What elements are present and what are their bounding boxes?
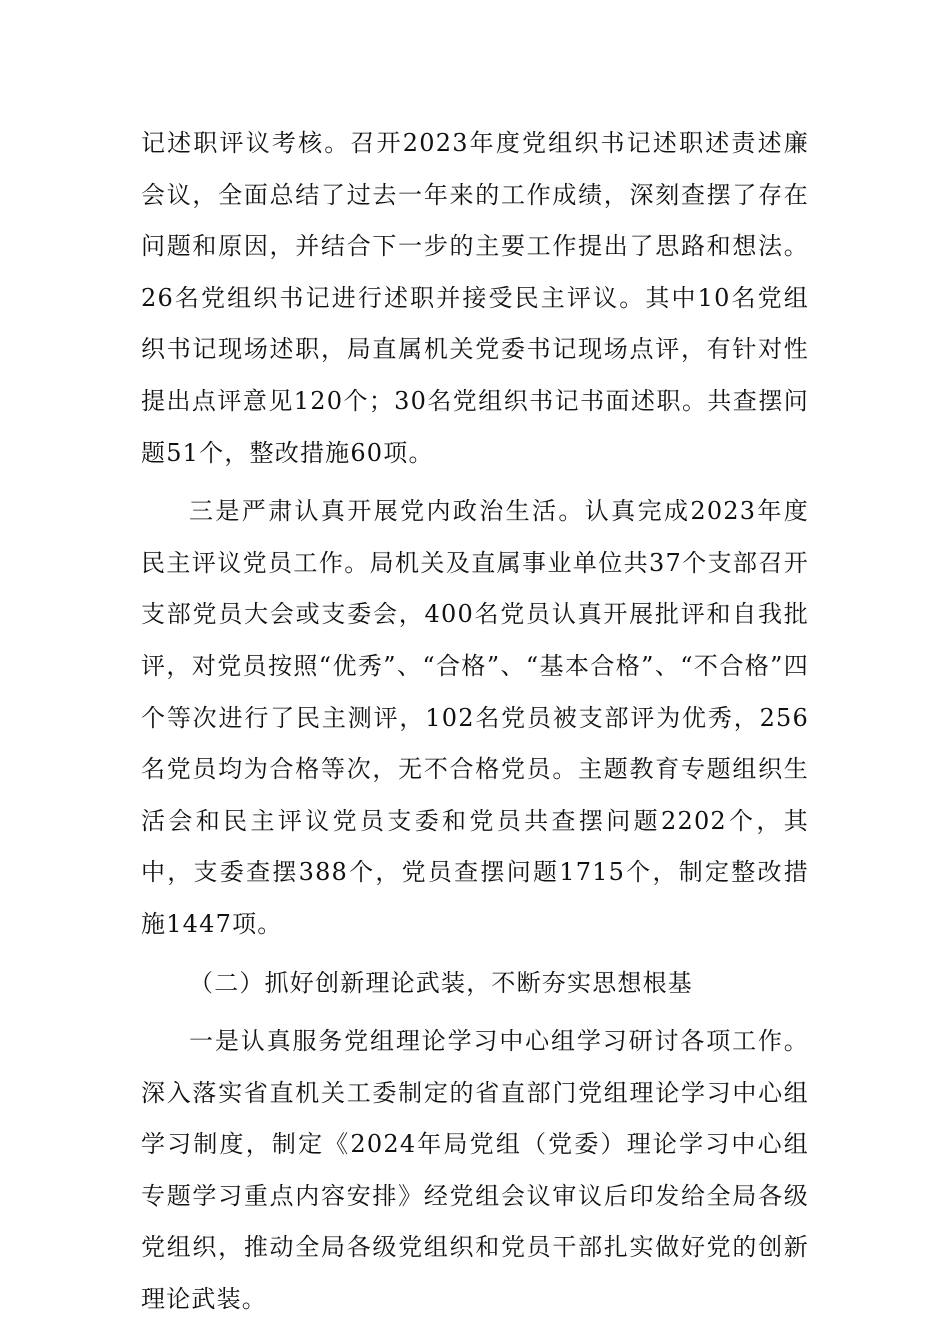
paragraph-political-life: 三是严肃认真开展党内政治生活。认真完成2023年度民主评议党员工作。局机关及直属事业单位共37个支部召开支部党员大会或支委会，400名党员认真开展批评和自我批评，对党员按照“优秀”、“合格”、“基本合格”、“不合格”四个等次进行了民主测评，102名党员被支部评为优秀，256名党员均为合格等次，无不合格党员。主题教育专题组织生活会和民主评议党员支委和党员共查摆问题2202个，其中，支委查摆388个，党员查摆问题1715个，制定整改措施1447项。 (141, 497, 809, 938)
section-heading: （二）抓好创新理论武装，不断夯实思想根基 (189, 968, 693, 997)
document-body (141, 118, 809, 1333)
paragraph-theory-study: 一是认真服务党组理论学习中心组学习研讨各项工作。深入落实省直机关工委制定的省直部门党组理论学习中心组学习制度，制定《2024年局党组（党委）理论学习中心组专题学习重点内容安排》经党组会议审议后印发给全局各级党组织，推动全局各级党组织和党员干部扎实做好党的创新理论武装。 (141, 1027, 809, 1314)
paragraph-continuation: 记述职评议考核。召开2023年度党组织书记述职述责述廉会议，全面总结了过去一年来的工作成绩，深刻查摆了存在问题和原因，并结合下一步的主要工作提出了思路和想法。26名党组织书记进行述职并接受民主评议。其中10名党组织书记现场述职，局直属机关党委书记现场点评，有针对性提出点评意见120个；30名党组织书记书面述职。共查摆问题51个，整改措施60项。 (141, 129, 809, 467)
